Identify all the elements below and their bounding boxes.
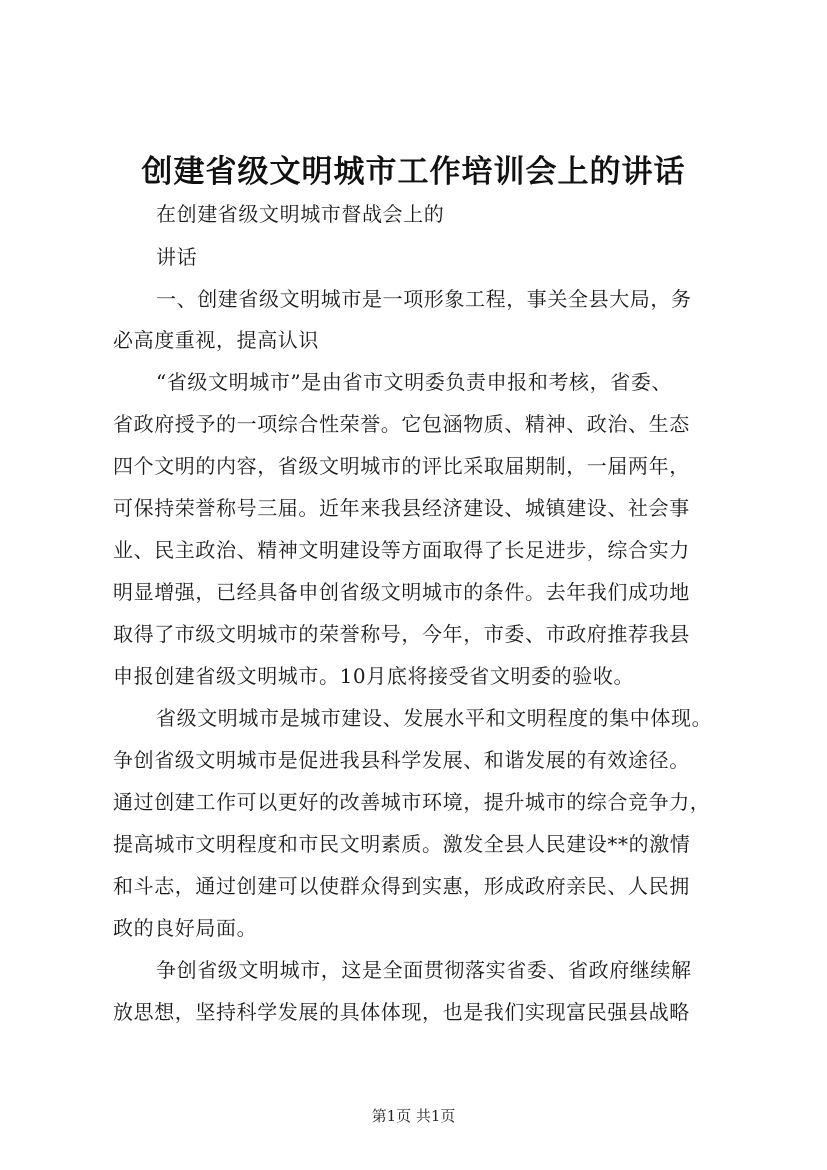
document-title: 创建省级文明城市工作培训会上的讲话 bbox=[141, 154, 686, 190]
text-line: 取得了市级文明城市的荣誉称号，今年，市委、市政府推荐我县 bbox=[113, 622, 690, 646]
text-line: 明显增强，已经具备申创省级文明城市的条件。去年我们成功地 bbox=[113, 580, 690, 604]
text-line: 政的良好局面。 bbox=[113, 916, 258, 940]
text-line: 一、创建省级文明城市是一项形象工程，事关全县大局，务 bbox=[156, 287, 692, 311]
text-line: 可保持荣誉称号三届。近年来我县经济建设、城镇建设、社会事 bbox=[113, 496, 690, 520]
text-line: 争创省级文明城市，这是全面贯彻落实省委、省政府继续解 bbox=[156, 958, 692, 982]
text-line: “省级文明城市”是由省市文明委负责申报和考核，省委、 bbox=[156, 370, 673, 394]
text-line: 省级文明城市是城市建设、发展水平和文明程度的集中体现。 bbox=[156, 706, 713, 730]
text-line: 必高度重视，提高认识 bbox=[113, 328, 319, 352]
text-line: 放思想，坚持科学发展的具体体现，也是我们实现富民强县战略 bbox=[113, 1000, 690, 1024]
text-line: 省政府授予的一项综合性荣誉。它包涵物质、精神、政治、生态 bbox=[113, 412, 690, 436]
text-line: 业、民主政治、精神文明建设等方面取得了长足进步，综合实力 bbox=[113, 538, 690, 562]
text-line: 提高城市文明程度和市民文明素质。激发全县人民建设**的激情 bbox=[113, 832, 691, 856]
text-line: 申报创建省级文明城市。10月底将接受省文明委的验收。 bbox=[113, 664, 635, 688]
text-line: 四个文明的内容，省级文明城市的评比采取届期制，一届两年， bbox=[113, 454, 690, 478]
text-line: 通过创建工作可以更好的改善城市环境，提升城市的综合竞争力， bbox=[113, 790, 711, 814]
text-line: 讲话 bbox=[156, 245, 198, 269]
text-line: 争创省级文明城市是促进我县科学发展、和谐发展的有效途径。 bbox=[113, 748, 690, 772]
text-line: 在创建省级文明城市督战会上的 bbox=[156, 202, 445, 226]
page-number-footer: 第1页 共1页 bbox=[371, 1107, 456, 1125]
text-line: 和斗志，通过创建可以使群众得到实惠，形成政府亲民、人民拥 bbox=[113, 874, 690, 898]
